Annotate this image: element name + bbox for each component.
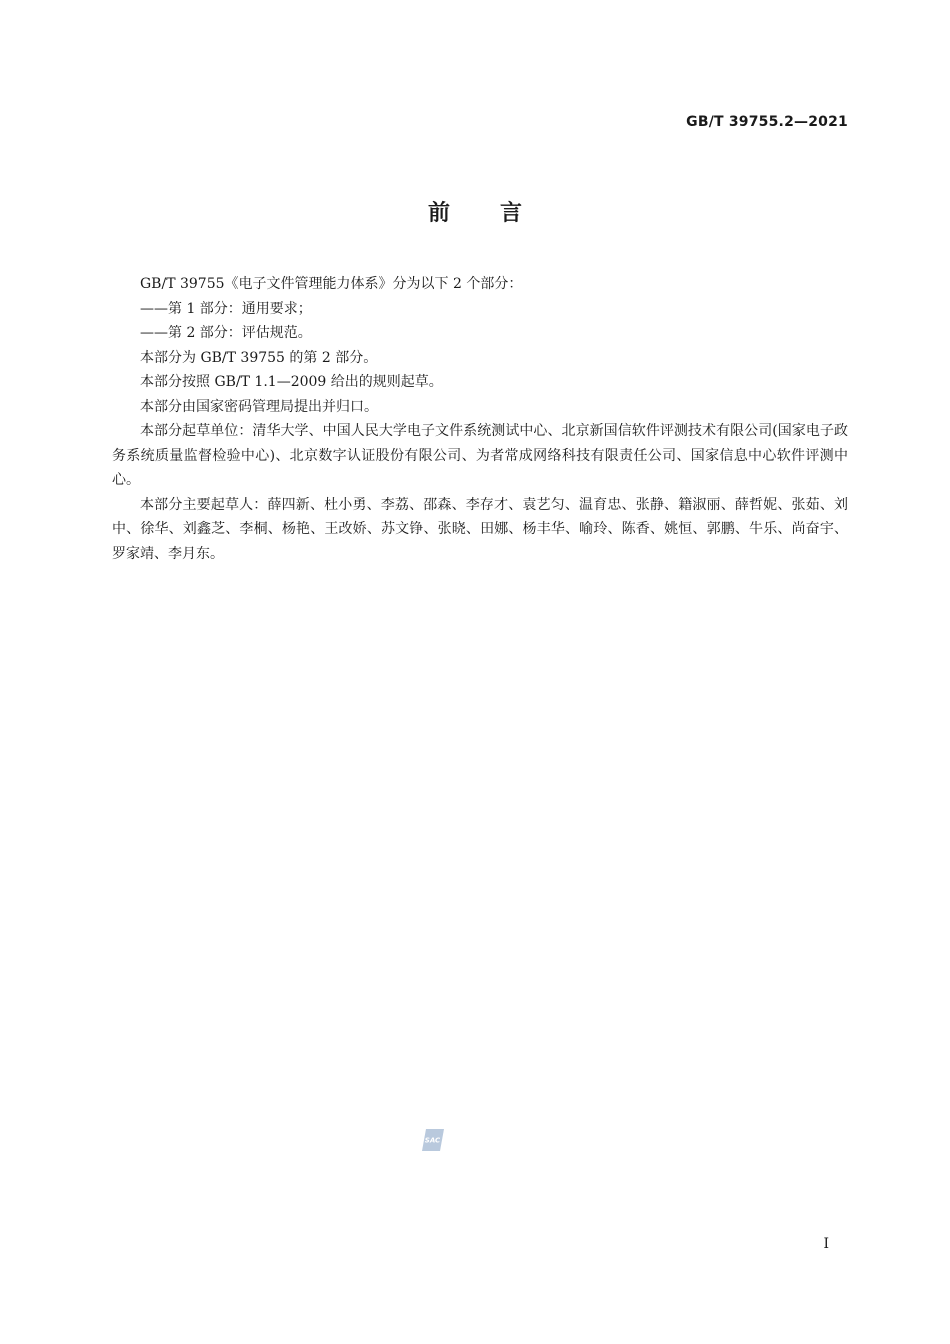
paragraph: 本部分由国家密码管理局提出并归口。 — [140, 398, 378, 415]
paragraph: ——第 1 部分：通用要求； — [140, 300, 312, 317]
page-title: 前言 — [427, 201, 572, 226]
paragraph: ——第 2 部分：评估规范。 — [140, 325, 312, 341]
paragraph: GB/T 39755《电子文件管理能力体系》分为以下 2 个部分： — [140, 276, 523, 292]
paragraph: 本部分为 GB/T 39755 的第 2 部分。 — [140, 349, 378, 366]
page-number: I — [823, 1236, 829, 1252]
foreword-body — [112, 272, 848, 566]
paragraph: 本部分起草单位：清华大学、中国人民大学电子文件系统测试中心、北京新国信软件评测技术有限公司(国家电子政务系统质量监督检验中心)、北京数字认证股份有限公司、为者常成网络科技有限责任公司、国家信息中心软件评测中心。 — [112, 423, 848, 488]
paragraph: 本部分主要起草人：薛四新、杜小勇、李荔、邵森、李存才、袁艺匀、温育忠、张静、籍淑丽、薛哲妮、张茹、刘中、徐华、刘鑫芝、李桐、杨艳、王改娇、苏文铮、张晓、田娜、杨丰华、喻玲、陈香、姚恒、郭鹏、牛乐、尚奋宇、罗家靖、李月东。 — [112, 496, 848, 562]
sac-logo-icon — [420, 1127, 446, 1153]
sac-watermark-icon — [420, 1127, 446, 1153]
paragraph: 本部分按照 GB/T 1.1—2009 给出的规则起草。 — [140, 374, 443, 390]
standard-number: GB/T 39755.2—2021 — [686, 114, 848, 130]
svg-text:SAC: SAC — [424, 1136, 441, 1145]
